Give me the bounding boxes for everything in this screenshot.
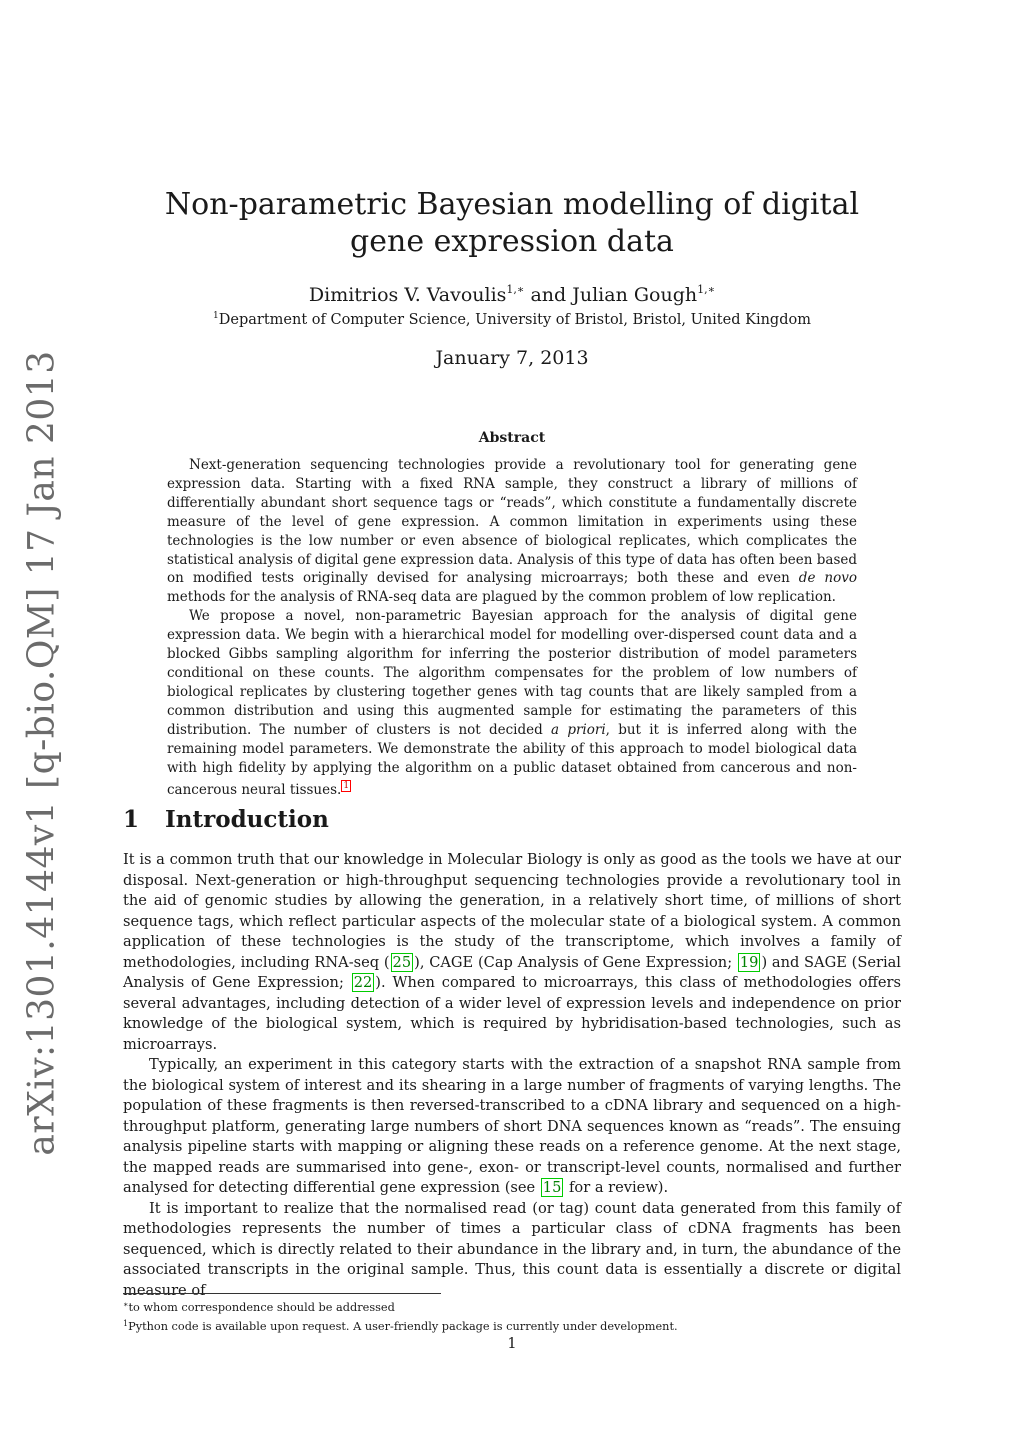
- abstract-body: [167, 456, 857, 800]
- affiliation-text: Department of Computer Science, University of Bristol, Bristol, United Kingdom: [218, 312, 811, 328]
- abstract-paragraph: [167, 607, 857, 800]
- abstract-paragraph: [167, 456, 857, 607]
- abstract-text: , but it is inferred along with the remaining model parameters. We demonstrate the ability of this approach to model biological data with high fidelity by applying the algorithm on a public dataset obtained from cancerous and non-cancerous neural tissues.: [167, 721, 857, 799]
- paper-title: Non-parametric Bayesian modelling of digital gene expression data: [164, 187, 860, 259]
- body-paragraph: [123, 1055, 901, 1199]
- body-text: ). When compared to microarrays, this class of methodologies offers several advantages, including detection of a wider level of expression levels and independence on prior knowledge of the biological system, which is required by hybridisation-based technologies, such as microarrays.: [123, 974, 901, 1053]
- body-text: Typically, an experiment in this category starts with the extraction of a snapshot RNA sample from the biological system of interest and its shearing in a large number of fragments of varying lengths. The population of these fragments is then reversed-transcribed to a cDNA library and sequenced on a high-throughput platform, generating large numbers of short DNA sequences known as “reads”. The ensuing analysis pipeline starts with mapping or aligning these reads on a reference genome. At the next stage, the mapped reads are summarised into gene-, exon- or transcript-level counts, normalised and further analysed for detecting differential gene expression (see: [123, 1056, 901, 1196]
- footnote-text: Python code is available upon request. A user-friendly package is currently under development.: [128, 1320, 678, 1333]
- author-line: [0, 283, 1024, 306]
- body-paragraph: It is important to realize that the normalised read (or tag) count data generated from this family of methodologies represents the number of times a particular class of cDNA fragments has been sequenced, which is directly related to their abundance in the library and, in turn, the abundance of the associated transcripts in the original sample. Thus, this count data is essentially a discrete or digital measure of: [123, 1199, 901, 1299]
- body-paragraph: [123, 850, 901, 1055]
- abstract-emphasis: a priori: [551, 721, 606, 738]
- body-text: for a review).: [564, 1179, 669, 1196]
- footnote-mark: ∗: [123, 1300, 129, 1309]
- arxiv-identifier-stamp: [0, 0, 84, 1448]
- citation-link[interactable]: 19: [739, 953, 759, 971]
- section-heading: [123, 806, 329, 833]
- footnote-link[interactable]: 1: [343, 781, 350, 792]
- author-name: Julian Gough: [572, 284, 698, 306]
- section-number: 1: [123, 806, 140, 833]
- author-affiliation-mark: 1,∗: [506, 283, 525, 296]
- body-text: It is a common truth that our knowledge in Molecular Biology is only as good as the tools we have at our disposal. Next-generation or high-throughput sequencing technologies provide a revolutionary tool in the aid of genomic studies by allowing the generation, in a relatively short time, of millions of short sequence tags, which reflect particular aspects of the molecular state of a biological system. A common application of these technologies is the study of the transcriptome, which involves a family of methodologies, including RNA-seq (: [123, 851, 901, 971]
- abstract-text: Next-generation sequencing technologies provide a revolutionary tool for generating gene expression data. Starting with a fixed RNA sample, they construct a library of millions of differentially abundant short sequence tags or “reads”, which constitute a fundamentally discrete measure of the level of gene expression. A common limitation in experiments using these technologies is the low number or even absence of biological replicates, which complicates the statistical analysis of digital gene expression data. Analysis of this type of data has often been based on modified tests originally devised for analysing microarrays; both these and even: [167, 457, 857, 587]
- citation-link[interactable]: 22: [353, 974, 373, 991]
- citation-link[interactable]: 15: [542, 1179, 562, 1196]
- footnote: [123, 1297, 901, 1316]
- arxiv-identifier-text: arXiv:1301.4144v1 [q-bio.QM] 17 Jan 2013: [21, 350, 63, 1156]
- abstract-text: We propose a novel, non-parametric Bayesian approach for the analysis of digital gene expression data. We begin with a hierarchical model for modelling over-dispersed count data and a blocked Gibbs sampling algorithm for inferring the posterior distribution of model parameters conditional on these counts. The algorithm compensates for the problem of low numbers of biological replicates by clustering together genes with tag counts that are likely sampled from a common distribution and using this augmented sample for estimating the parameters of this distribution. The number of clusters is not decided: [167, 608, 857, 738]
- footnotes: [123, 1297, 901, 1335]
- introduction-body: [123, 850, 901, 1301]
- author-affiliation-mark: 1,∗: [697, 283, 716, 296]
- page-number: 1: [507, 1336, 517, 1352]
- abstract-heading: Abstract: [478, 430, 546, 446]
- affiliation: [0, 311, 1024, 328]
- author-name: Dimitrios V. Vavoulis: [308, 284, 507, 306]
- author-conjunction: and: [530, 284, 567, 306]
- footnote-mark: 1: [123, 1319, 129, 1328]
- citation-link[interactable]: 25: [392, 953, 412, 971]
- affiliation-mark: 1: [213, 311, 219, 321]
- footnote-divider: [123, 1293, 441, 1294]
- publication-date: January 7, 2013: [435, 347, 589, 369]
- footnote-text: to whom correspondence should be addressed: [128, 1301, 395, 1314]
- abstract-text: methods for the analysis of RNA-seq data are plagued by the common problem of low replication.: [167, 589, 836, 606]
- body-text: ) and SAGE (Serial Analysis of Gene Expression;: [123, 953, 901, 991]
- abstract-emphasis: de novo: [798, 570, 857, 587]
- footnote: [123, 1316, 901, 1335]
- body-text: ), CAGE (Cap Analysis of Gene Expression;: [414, 953, 737, 971]
- section-title: Introduction: [165, 806, 329, 833]
